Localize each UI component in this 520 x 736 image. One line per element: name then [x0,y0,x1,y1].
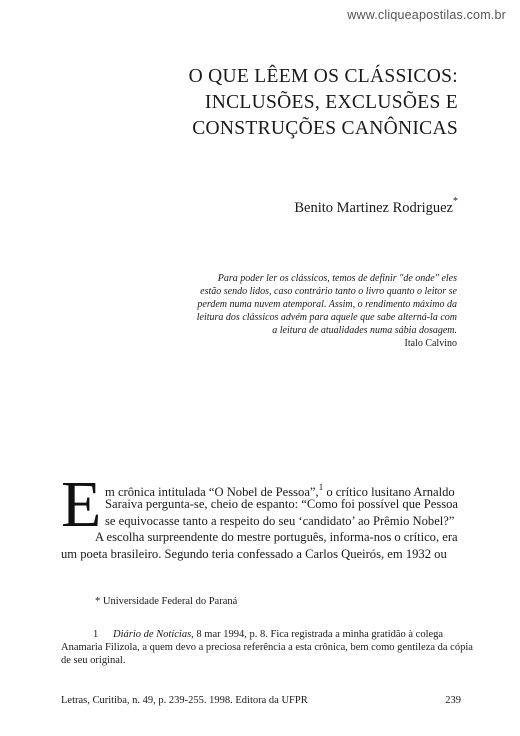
body-line-3: se equivocasse tanto a respeito do seu ‘candidato’ ao Prêmio Nobel?” [105,513,455,528]
footnote-line-1-rest: , 8 mar 1994, p. 8. Fica registrada a minha gratidão à colega [191,629,444,640]
body-line-5: um poeta brasileiro. Segundo teria confessado a Carlos Queirós, em 1932 ou [61,546,447,561]
body-line-2: Saraiva pergunta-se, cheio de espanto: “Como foi possível que Pessoa [105,497,459,512]
footnote-number: 1 [93,629,99,640]
title-line-2: INCLUSÕES, EXCLUSÕES E [204,92,458,113]
article-title [98,64,458,142]
author-footnote-mark: * [453,196,458,207]
epigraph-attribution: Italo Calvino [404,338,457,349]
footnote-1 [61,628,473,667]
body-line-4: A escolha surpreendente do mestre português, informa-nos o crítico, era [95,530,458,545]
body-text [61,468,459,562]
title-line-3: CONSTRUÇÕES CANÔNICAS [192,118,458,139]
footnote-line-3: de seu original. [61,655,126,666]
drop-cap: E [61,468,102,541]
page-number: 239 [445,695,461,706]
epigraph-line: leitura dos clássicos advém para aquele que sabe alterná-la com [196,312,457,323]
epigraph-line: Para poder ler os clássicos, temos de definir "de onde" eles [217,273,457,284]
footnote-line-2: Anamaria Filizola, a quem devo a preciosa referência a esta crônica, bem como gentileza da cópia [61,642,473,653]
epigraph-line: a leitura de atualidades numa sábia dosagem. [272,325,457,336]
epigraph-line: estão sendo lidos, caso contrário tanto o livro quanto o leitor se [200,286,457,297]
journal-citation: Letras, Curitiba, n. 49, p. 239-255. 1998. Editora da UFPR [61,695,308,706]
epigraph [157,272,457,350]
author-affiliation: * Universidade Federal do Paraná [95,596,238,607]
footnote-ref-1: 1 [318,482,324,492]
body-line-1-start: m crônica intitulada “O Nobel de Pessoa”, [105,485,319,500]
author-name: Benito Martinez Rodriguez [294,199,453,216]
body-line-1-end: o crítico lusitano Arnaldo [323,485,455,500]
epigraph-line: perdem numa nuvem atemporal. Assim, o rendimento máximo da [197,299,457,310]
title-line-1: O QUE LÊEM OS CLÁSSICOS: [188,66,458,87]
watermark: www.cliqueapostilas.com.br [347,8,506,22]
body-line-1 [61,480,459,500]
author-byline [294,198,458,217]
footnote-source: Diário de Notícias [113,629,192,640]
